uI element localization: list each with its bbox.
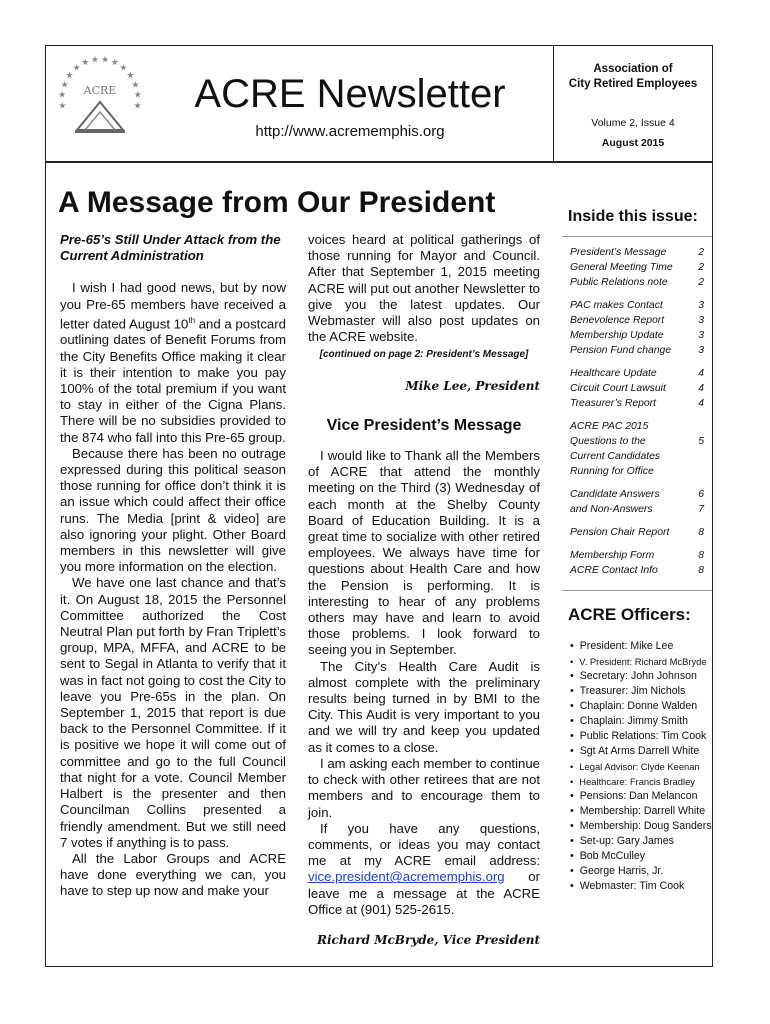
svg-text:★: ★ <box>90 54 100 65</box>
toc-entry <box>562 298 712 313</box>
officer-item: • Treasurer: Jim Nichols <box>570 684 712 699</box>
toc-entry <box>562 487 712 502</box>
toc-title: Pension Chair Report <box>570 527 670 538</box>
toc-page: 6 <box>698 489 704 500</box>
toc-page: 4 <box>698 383 704 394</box>
toc-title: Circuit Court Lawsuit <box>570 383 666 394</box>
article-paragraph: We have one last chance and that’s it. On August 18, 2015 the Personnel Committee authorized the Cost Neutral Plan put forth by Fran Triplett’s group, MPA, MFFA, and ACRE to be sent to Segal in Atlanta to verify that it was in fact not going to cost the City to leave you Pre-65s in the plan. On September 1, 2015 that report is due back to the Personnel Committee. If it is positive we hope it will come out of committee and go to the full Council that night for a vote. Council Member Halbert is the presenter and then Councilman Collins presented a friendly amendment. But we still need 7 votes if anything is to pass. <box>60 575 286 850</box>
toc-page: 8 <box>698 550 704 561</box>
svg-text:★: ★ <box>72 62 81 73</box>
toc-entry <box>562 381 712 396</box>
toc-page: 3 <box>698 345 704 356</box>
toc-title: Treasurer’s Report <box>570 398 657 409</box>
acre-logo-icon <box>55 52 145 152</box>
toc-page: 2 <box>698 262 704 273</box>
issue-date: August 2015 <box>601 137 665 149</box>
officer-item: • President: Mike Lee <box>570 639 712 654</box>
svg-text:★: ★ <box>58 100 67 111</box>
toc-title: Questions to the <box>570 436 646 447</box>
svg-text:★: ★ <box>81 57 90 68</box>
vp-paragraph: I am asking each member to continue to check with other retirees that are not members and to encourage them to join. <box>308 755 540 820</box>
toc-page: 8 <box>698 527 704 538</box>
toc-page: 2 <box>698 277 704 288</box>
newsletter-title: ACRE Newsletter <box>194 72 506 116</box>
toc-title: Membership Form <box>570 550 655 561</box>
article-column-2 <box>308 232 540 948</box>
svg-text:★: ★ <box>60 79 69 90</box>
toc-entry <box>562 343 712 358</box>
officer-item: • Set-up: Gary James <box>570 834 712 849</box>
toc-entry <box>562 548 712 563</box>
officer-item: • Public Relations: Tim Cook <box>570 729 712 744</box>
toc-entry <box>562 366 712 381</box>
svg-text:★: ★ <box>58 89 67 100</box>
toc-title: and Non-Answers <box>570 504 653 515</box>
logo-text: ACRE <box>83 84 117 97</box>
org-name <box>558 62 708 92</box>
svg-text:★: ★ <box>133 100 142 111</box>
article-paragraph: All the Labor Groups and ACRE have done everything we can, you have to step up now and make your <box>60 850 286 899</box>
inside-heading: Inside this issue: <box>568 208 698 225</box>
toc-page: 3 <box>698 330 704 341</box>
org-line-1: Association of <box>593 63 673 75</box>
svg-text:★: ★ <box>131 79 140 90</box>
toc-page: 3 <box>698 300 704 311</box>
svg-text:★: ★ <box>119 62 128 73</box>
toc-entry <box>562 449 712 464</box>
toc-entry <box>562 260 712 275</box>
volume-issue: Volume 2, Issue 4 <box>591 117 675 129</box>
president-signature: Mike Lee, President <box>405 378 540 393</box>
toc-page: 8 <box>698 565 704 576</box>
officer-item: • Bob McCulley <box>570 849 712 864</box>
toc-entry <box>562 275 712 290</box>
toc-title: Candidate Answers <box>570 489 660 500</box>
article-paragraph: Because there has been no outrage expressed during this political season those running for office don’t think it is an issue which could affect their office runs. The Media [print & video] are also ignoring your plight. Other Board members in this newsletter will give you more information on the election. <box>60 445 286 575</box>
officers-list <box>562 639 712 894</box>
vp-email-link[interactable]: vice.president@acrememphis.org <box>308 869 505 885</box>
article-subhead: Pre-65’s Still Under Attack from the Current Administration <box>60 232 281 264</box>
toc-title: President’s Message <box>570 247 667 258</box>
officer-item: • Chaplain: Jimmy Smith <box>570 714 712 729</box>
toc-title: ACRE PAC 2015 <box>570 421 649 432</box>
toc-entry <box>562 313 712 328</box>
article-headline: A Message from Our President <box>58 186 496 219</box>
sidebar-rule <box>562 590 712 591</box>
toc-entry <box>562 563 712 578</box>
sidebar-rule <box>562 236 712 237</box>
svg-text:★: ★ <box>126 70 135 81</box>
toc-title: Pension Fund change <box>570 345 672 356</box>
toc-entry <box>562 396 712 411</box>
vp-signature: Richard McBryde, Vice President <box>316 932 540 947</box>
masthead-divider <box>553 45 554 163</box>
toc-title: ACRE Contact Info <box>570 565 658 576</box>
toc-page: 5 <box>698 436 704 447</box>
toc-page: 4 <box>698 368 704 379</box>
toc-entry <box>562 464 712 479</box>
toc-entry <box>562 525 712 540</box>
toc-title: PAC makes Contact <box>570 300 663 311</box>
svg-text:★: ★ <box>65 70 74 81</box>
toc-page: 2 <box>698 247 704 258</box>
officer-item: • Membership: Doug Sanders <box>570 819 712 834</box>
continued-note: [continued on page 2: President’s Message] <box>319 349 529 361</box>
article-paragraph-continued: voices heard at political gatherings of those running for Mayor and Council. After that September 1, 2015 meeting ACRE will put out another Newsletter to give you the latest updates. Our Webmaster will also post updates on the ACRE website. <box>308 232 540 345</box>
toc-title: Public Relations note <box>570 277 668 288</box>
officer-item: • Secretary: John Johnson <box>570 669 712 684</box>
website-url[interactable]: http://www.acrememphis.org <box>255 123 445 140</box>
article-paragraph: I wish I had good news, but by now you Pre-65 members have received a letter dated August 10th and a postcard outlining dates of Benefit Forums from the City Benefits Office making it clear it is their intention to make you pay 100% of the total premium if you want to stay in either of the Cigna Plans. There will be no subsidies provided to the 874 who fall into this Pre-65 group. <box>60 280 286 445</box>
officer-item: • Membership: Darrell White <box>570 804 712 819</box>
toc-entry <box>562 245 712 260</box>
toc-entry <box>562 328 712 343</box>
vp-paragraph: The City’s Health Care Audit is almost complete with the preliminary results being turned in by BMI to the City. This Audit is very important to you and we will try and keep you updated as it comes to a close. <box>308 658 540 755</box>
toc-page: 3 <box>698 315 704 326</box>
toc-title: General Meeting Time <box>570 262 673 273</box>
toc-title: Healthcare Update <box>570 368 657 379</box>
vp-paragraph: If you have any questions, comments, or ideas you may contact me at my ACRE email address: vice.president@acrememphis.org or leave me a message at the ACRE Office at (901) 525-2615. <box>308 820 540 917</box>
officers-heading: ACRE Officers: <box>568 605 691 624</box>
toc-entry <box>562 502 712 517</box>
officer-item: • V. President: Richard McBryde <box>570 654 712 669</box>
vp-paragraph: I would like to Thank all the Members of ACRE that attend the monthly meeting on the Third (3) Wednesday of each month at the Shelby County Board of Education Building. It is a great time to socialize with other retired employees. We always have time for questions about Health Care and how the Pension is performing. It is interesting to hear of any problems others may have and learn to avoid those problems. I look forward to seeing you in September. <box>308 448 540 658</box>
officer-item: • Healthcare: Francis Bradley <box>570 774 712 789</box>
toc-entry <box>562 419 712 434</box>
officer-item: • Chaplain: Donne Walden <box>570 699 712 714</box>
toc-page: 7 <box>698 504 704 515</box>
org-line-2: City Retired Employees <box>568 78 698 90</box>
svg-text:★: ★ <box>133 89 142 100</box>
toc-title: Benevolence Report <box>570 315 665 326</box>
toc-entry <box>562 434 712 449</box>
article-column-1 <box>60 232 286 900</box>
sidebar <box>562 200 712 894</box>
officer-item: • George Harris, Jr. <box>570 864 712 879</box>
toc-title: Membership Update <box>570 330 664 341</box>
table-of-contents <box>562 245 712 578</box>
svg-text:★: ★ <box>100 54 110 65</box>
officer-item: • Legal Advisor: Clyde Keenan <box>570 759 712 774</box>
officer-item: • Pensions: Dan Melancon <box>570 789 712 804</box>
vp-heading: Vice President’s Message <box>326 416 522 434</box>
toc-title: Current Candidates <box>570 451 661 462</box>
toc-title: Running for Office <box>570 466 654 477</box>
officer-item: • Webmaster: Tim Cook <box>570 879 712 894</box>
officer-item: • Sgt At Arms Darrell White <box>570 744 712 759</box>
svg-text:★: ★ <box>110 57 119 68</box>
toc-page: 4 <box>698 398 704 409</box>
